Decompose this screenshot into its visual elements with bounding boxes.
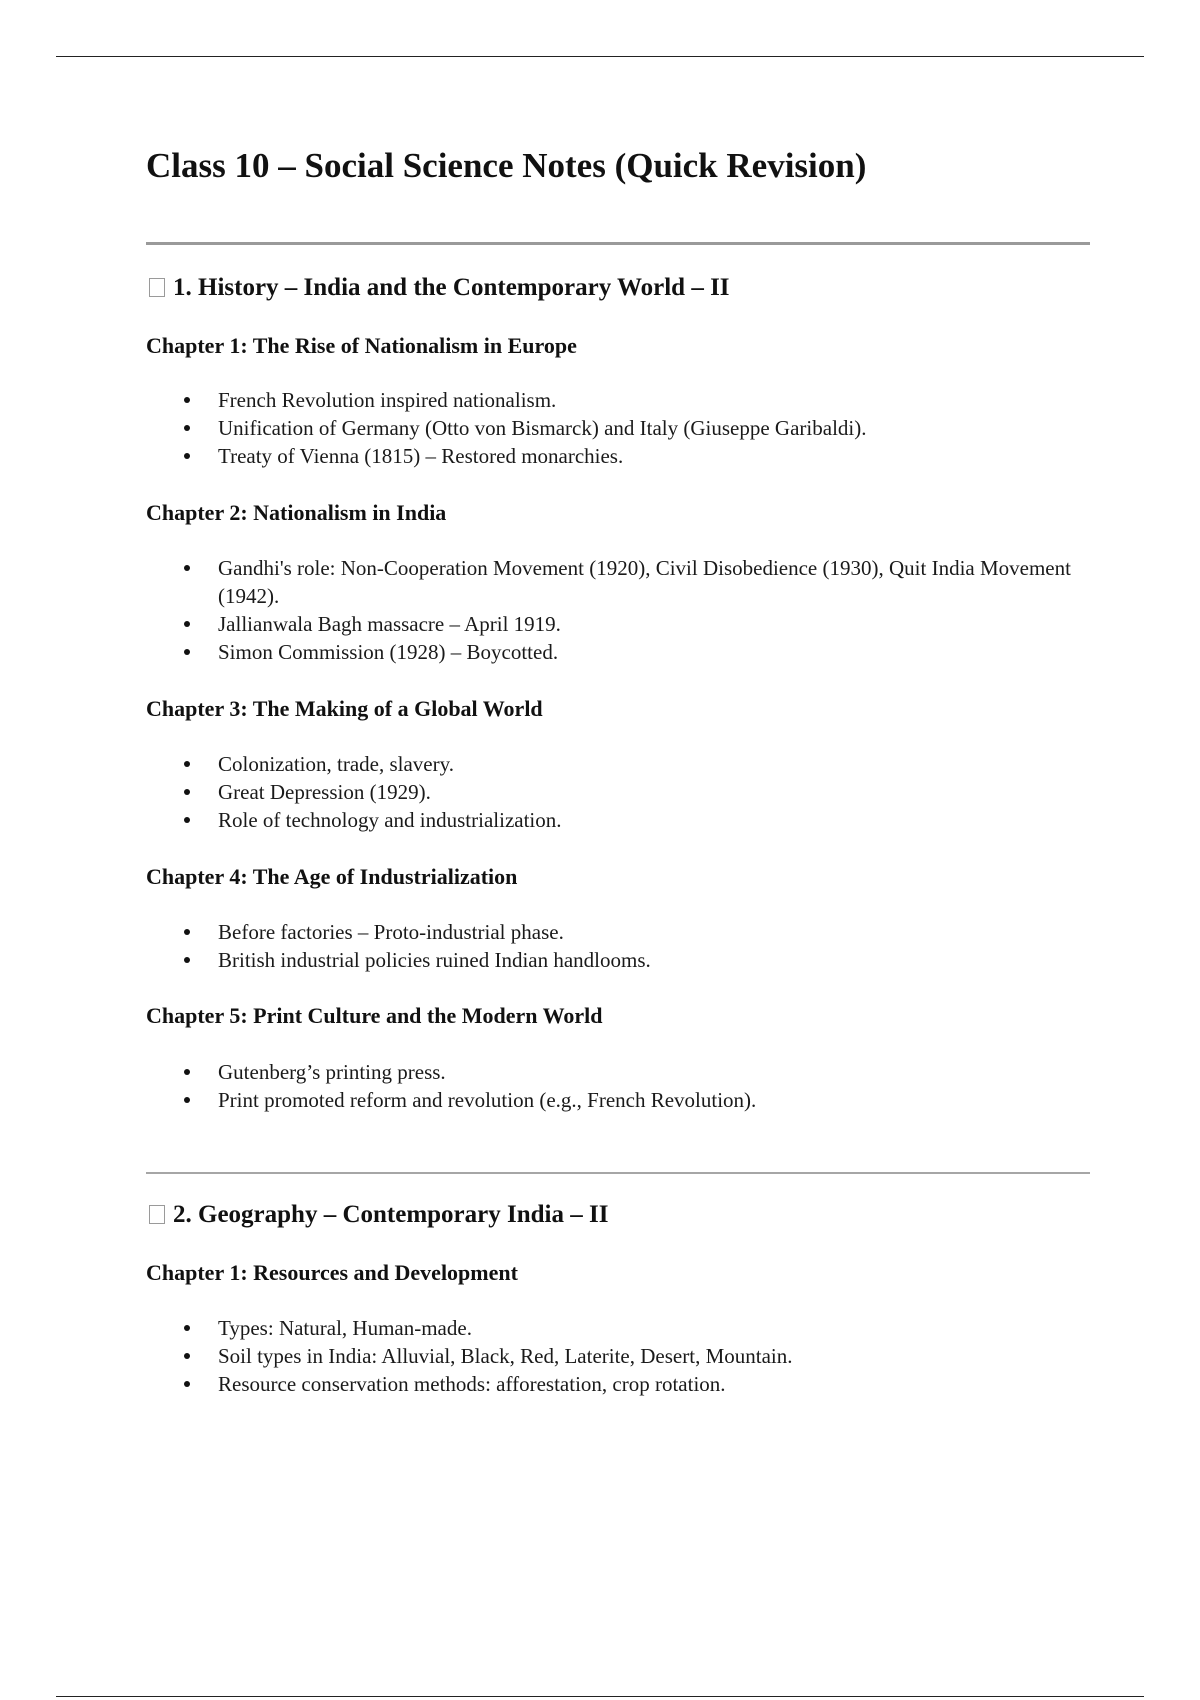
bullet-icon [184, 1353, 190, 1359]
bullet-icon [184, 929, 190, 935]
list-item-text: Resource conservation methods: afforestation, crop rotation. [218, 1372, 726, 1396]
list-item-text: Gutenberg’s printing press. [218, 1060, 446, 1084]
bullet-list [146, 1314, 1090, 1398]
chapter-heading: Chapter 4: The Age of Industrialization [146, 864, 518, 889]
bullet-icon [184, 621, 190, 627]
bullet-icon [184, 1325, 190, 1331]
list-item [146, 946, 1090, 974]
page-bottom-rule [56, 1696, 1144, 1697]
bullet-icon [184, 761, 190, 767]
bullet-list [146, 386, 1090, 470]
bullet-list [146, 918, 1090, 974]
bullet-icon [184, 453, 190, 459]
section-heading-text: 2. Geography – Contemporary India – II [173, 1201, 609, 1228]
list-item [146, 1342, 1090, 1370]
list-item [146, 1314, 1090, 1342]
section-divider [146, 1172, 1090, 1174]
list-item-text: Colonization, trade, slavery. [218, 752, 454, 776]
list-item-text: British industrial policies ruined Indian handlooms. [218, 948, 651, 972]
list-item [146, 806, 1090, 834]
bullet-icon [184, 397, 190, 403]
list-item-text: Types: Natural, Human-made. [218, 1316, 472, 1340]
chapter-heading: Chapter 1: Resources and Development [146, 1260, 518, 1285]
missing-glyph-box-icon [149, 278, 165, 297]
bullet-icon [184, 1069, 190, 1075]
list-item-text: Soil types in India: Alluvial, Black, Red, Laterite, Desert, Mountain. [218, 1344, 793, 1368]
missing-glyph-box-icon [149, 1205, 165, 1224]
list-item [146, 386, 1090, 414]
title-divider [146, 242, 1090, 245]
section-heading-text: 1. History – India and the Contemporary World – II [173, 274, 730, 301]
bullet-icon [184, 1097, 190, 1103]
list-item [146, 638, 1090, 666]
bullet-icon [184, 649, 190, 655]
bullet-icon [184, 1381, 190, 1387]
list-item [146, 414, 1090, 442]
list-item-text: Great Depression (1929). [218, 780, 431, 804]
list-item-text: Role of technology and industrialization. [218, 808, 562, 832]
list-item [146, 610, 1090, 638]
list-item [146, 1086, 1090, 1114]
list-item-text: Gandhi's role: Non-Cooperation Movement (1920), Civil Disobedience (1930), Quit India Movement (1942). [218, 556, 1071, 608]
list-item [146, 1370, 1090, 1398]
list-item-text: Unification of Germany (Otto von Bismarck) and Italy (Giuseppe Garibaldi). [218, 416, 867, 440]
page-top-rule [56, 56, 1144, 57]
chapter-heading: Chapter 2: Nationalism in India [146, 500, 447, 525]
list-item-text: Print promoted reform and revolution (e.g., French Revolution). [218, 1088, 757, 1112]
bullet-icon [184, 817, 190, 823]
chapter-heading: Chapter 5: Print Culture and the Modern World [146, 1003, 603, 1028]
bullet-icon [184, 789, 190, 795]
bullet-icon [184, 425, 190, 431]
list-item-text: French Revolution inspired nationalism. [218, 388, 557, 412]
page-title: Class 10 – Social Science Notes (Quick Revision) [146, 146, 867, 185]
list-item [146, 918, 1090, 946]
list-item [146, 778, 1090, 806]
bullet-icon [184, 565, 190, 571]
list-item [146, 442, 1090, 470]
section-heading-geography [146, 1199, 608, 1231]
bullet-list [146, 554, 1090, 666]
chapter-heading: Chapter 3: The Making of a Global World [146, 696, 543, 721]
list-item [146, 750, 1090, 778]
list-item [146, 1058, 1090, 1086]
list-item [146, 554, 1090, 610]
section-heading-history [146, 272, 730, 304]
bullet-list [146, 750, 1090, 834]
bullet-list [146, 1058, 1090, 1114]
list-item-text: Before factories – Proto-industrial phase. [218, 920, 564, 944]
list-item-text: Jallianwala Bagh massacre – April 1919. [218, 612, 561, 636]
bullet-icon [184, 957, 190, 963]
list-item-text: Simon Commission (1928) – Boycotted. [218, 640, 559, 664]
chapter-heading: Chapter 1: The Rise of Nationalism in Europe [146, 333, 577, 358]
list-item-text: Treaty of Vienna (1815) – Restored monarchies. [218, 444, 624, 468]
